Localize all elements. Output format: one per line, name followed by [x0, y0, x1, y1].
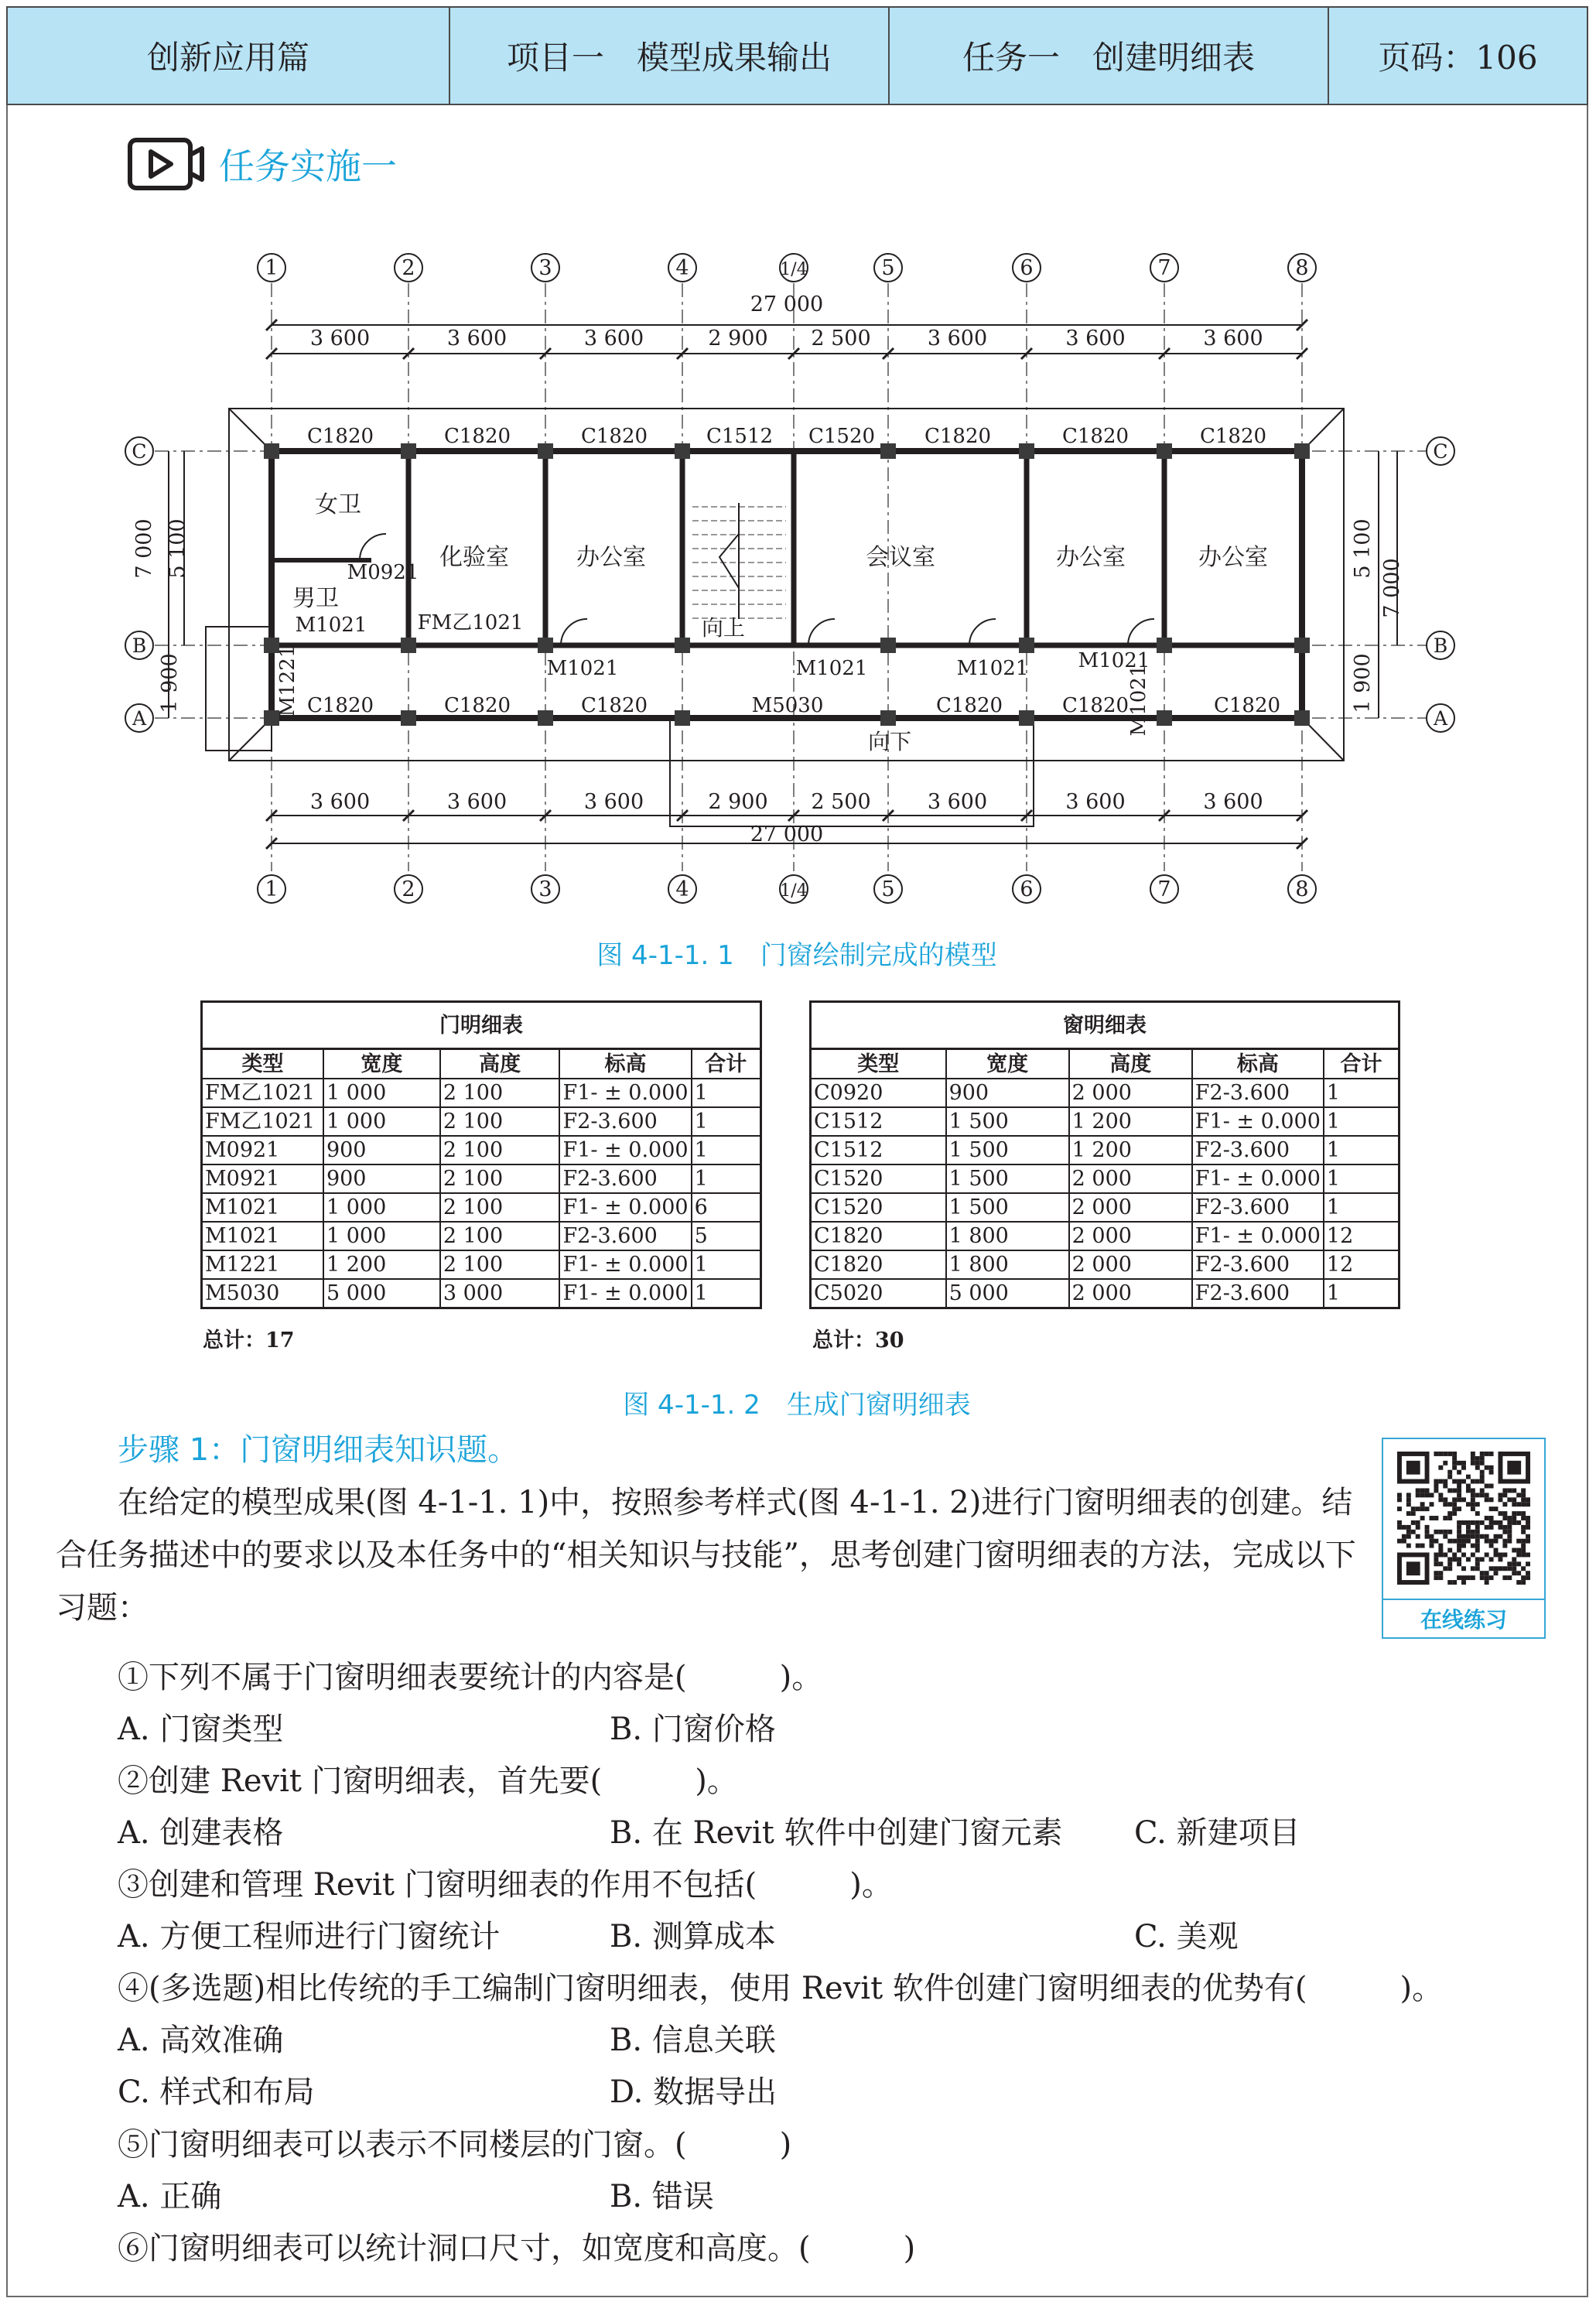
axis-label: 1	[265, 877, 279, 901]
axis-label: 7	[1157, 256, 1171, 280]
table-row	[811, 1250, 1399, 1279]
column	[1019, 710, 1034, 726]
table-cell: 2 000	[1069, 1193, 1192, 1222]
axis-label: 2	[402, 256, 415, 280]
column-header: 宽度	[946, 1049, 1069, 1079]
question-1: ①下列不属于门窗明细表要统计的内容是( )。	[118, 1660, 823, 1695]
axis-label: C	[1433, 440, 1448, 463]
table-cell: 1 200	[1069, 1136, 1192, 1164]
axis-label: 5	[881, 877, 895, 901]
axis-label: 3	[538, 877, 552, 901]
table-cell: 2 100	[440, 1079, 560, 1107]
column-header: 合计	[1324, 1049, 1399, 1079]
side-dimension: 1 900	[158, 653, 182, 713]
table-row	[202, 1279, 761, 1308]
window-label: C1820	[1061, 425, 1130, 448]
table-row	[811, 1193, 1399, 1222]
dimension-label: 3 600	[927, 790, 988, 814]
header-page-number: 页码：106	[1378, 39, 1538, 77]
column	[401, 443, 416, 459]
column	[1294, 443, 1310, 459]
table-cell: 1	[1324, 1136, 1399, 1164]
answer-option[interactable]: C. 美观	[1134, 1919, 1239, 1954]
dimension-label: 3 600	[1065, 790, 1126, 814]
table-cell: 1	[1324, 1164, 1399, 1193]
axis-label: C	[132, 440, 147, 463]
table-cell: F2-3.600	[1192, 1250, 1324, 1279]
figure-2-caption: 图 4-1-1. 2 生成门窗明细表	[623, 1390, 971, 1421]
table-cell: 5 000	[323, 1279, 440, 1308]
table-cell: 1 500	[946, 1164, 1069, 1193]
dimension-label: 3 600	[309, 327, 371, 351]
column	[1157, 443, 1172, 459]
table-cell: C1520	[811, 1193, 946, 1222]
axis-label: 3	[538, 256, 552, 280]
table-cell: F2-3.600	[559, 1107, 691, 1136]
table-cell: M0921	[202, 1164, 323, 1193]
table-cell: F2-3.600	[1192, 1193, 1324, 1222]
table-cell: 2 000	[1069, 1079, 1192, 1107]
column	[1019, 443, 1034, 459]
side-dimension: 5 100	[1351, 518, 1375, 579]
table-cell: 12	[1324, 1222, 1399, 1250]
room-label: 办公室	[1056, 544, 1126, 571]
table-cell: 1 500	[946, 1107, 1069, 1136]
table-cell: 1	[692, 1136, 761, 1164]
axis-label: 2	[402, 877, 415, 901]
table-cell: 2 000	[1069, 1164, 1192, 1193]
table-cell: 2 100	[440, 1250, 560, 1279]
table-row	[811, 1136, 1399, 1164]
table-cell: 1 000	[323, 1222, 440, 1250]
table-cell: F2-3.600	[1192, 1079, 1324, 1107]
table-cell: 1	[1324, 1079, 1399, 1107]
column	[1157, 638, 1172, 653]
column	[880, 638, 896, 653]
figure-1-caption: 图 4-1-1. 1 门窗绘制完成的模型	[596, 940, 997, 971]
axis-label: 1/4	[780, 260, 808, 279]
axis-label: 4	[675, 256, 689, 280]
table-row	[811, 1222, 1399, 1250]
answer-option[interactable]: A. 高效准确	[118, 2023, 284, 2058]
stairs-up-label: 向上	[701, 615, 746, 641]
table-cell: F1- ± 0.000	[1192, 1164, 1324, 1193]
column	[675, 710, 690, 726]
column	[675, 443, 690, 459]
table-cell: 2 100	[440, 1136, 560, 1164]
table-row	[811, 1279, 1399, 1308]
table-row	[811, 1079, 1399, 1107]
table-cell: 2 100	[440, 1222, 560, 1250]
dimension-label: 2 900	[708, 327, 768, 351]
answer-option[interactable]: A. 门窗类型	[118, 1712, 284, 1747]
column-header: 合计	[692, 1049, 761, 1079]
answer-option[interactable]: C. 样式和布局	[118, 2074, 315, 2110]
answer-option[interactable]: B. 错误	[610, 2179, 714, 2214]
axis-label: B	[1433, 634, 1448, 657]
column-header: 类型	[202, 1049, 323, 1079]
column-header: 宽度	[323, 1049, 440, 1079]
table-cell: 5	[692, 1222, 761, 1250]
room-label: 男卫	[292, 585, 339, 612]
dimension-label: 3 600	[446, 327, 508, 351]
room-label: 办公室	[1198, 544, 1268, 571]
dimension-label: 2 500	[811, 327, 871, 351]
dimension-label: 3 600	[583, 327, 644, 351]
axis-label: 8	[1295, 256, 1309, 280]
door-schedule-table	[200, 1000, 762, 1309]
table-cell: F1- ± 0.000	[559, 1193, 691, 1222]
column	[538, 443, 553, 459]
dimension-label: 3 600	[1203, 327, 1263, 351]
overall-dimension: 27 000	[750, 292, 824, 316]
table-cell: 1 800	[946, 1250, 1069, 1279]
table-cell: M1021	[202, 1193, 323, 1222]
schedule-title: 门明细表	[202, 1002, 761, 1049]
table-cell: 2 100	[440, 1193, 560, 1222]
dimension-label: 3 600	[1203, 790, 1263, 814]
table-cell: F1- ± 0.000	[559, 1250, 691, 1279]
axis-label: 7	[1157, 877, 1171, 901]
door-label: M1021	[795, 657, 868, 680]
answer-option[interactable]: D. 数据导出	[610, 2074, 777, 2110]
table-cell: 1 000	[323, 1079, 440, 1107]
column-header: 高度	[440, 1049, 560, 1079]
column	[1294, 638, 1310, 653]
table-cell: 2 000	[1069, 1250, 1192, 1279]
table-row	[202, 1136, 761, 1164]
question-3: ③创建和管理 Revit 门窗明细表的作用不包括( )。	[118, 1867, 893, 1903]
axis-label: A	[1433, 707, 1448, 730]
dimension-label: 3 600	[309, 790, 371, 814]
table-cell: 1 000	[323, 1193, 440, 1222]
dimension-label: 3 600	[1065, 327, 1126, 351]
table-row	[811, 1164, 1399, 1193]
table-cell: 1	[692, 1079, 761, 1107]
window-label: C1820	[306, 425, 374, 448]
answer-option[interactable]: C. 新建项目	[1134, 1815, 1300, 1851]
table-cell: M1221	[202, 1250, 323, 1279]
table-cell: 2 000	[1069, 1279, 1192, 1308]
qr-code-panel[interactable]	[1382, 1438, 1546, 1639]
table-row	[202, 1193, 761, 1222]
header-project: 项目一 模型成果输出	[450, 8, 890, 104]
axis-label: 1	[265, 256, 279, 280]
room-label: 女卫	[315, 491, 361, 518]
step-1-heading: 步骤 1：门窗明细表知识题。	[118, 1432, 519, 1468]
table-cell: 1	[1324, 1107, 1399, 1136]
table-cell: C1820	[811, 1222, 946, 1250]
dimension-label: 3 600	[446, 790, 508, 814]
table-row	[202, 1250, 761, 1279]
window-label: C1820	[1061, 694, 1130, 717]
stairs-down-label: 向下	[867, 729, 912, 754]
floor-plan-drawing	[0, 0, 1596, 928]
table-row	[202, 1222, 761, 1250]
table-row	[202, 1164, 761, 1193]
window-label: M5030	[751, 694, 824, 717]
window-label: C1520	[808, 425, 876, 448]
side-dimension: 5 100	[166, 518, 190, 579]
axis-label: 1/4	[780, 881, 808, 901]
dimension-label: 2 900	[708, 790, 768, 814]
column	[401, 710, 416, 726]
column-header: 类型	[811, 1049, 946, 1079]
window-schedule-table	[809, 1000, 1400, 1309]
qr-code-icon[interactable]	[1397, 1452, 1530, 1585]
table-cell: 2 100	[440, 1164, 560, 1193]
side-dimension: 7 000	[1380, 558, 1404, 618]
table-cell: F1- ± 0.000	[1192, 1222, 1324, 1250]
door-label: M1221	[276, 645, 299, 717]
table-cell: 3 000	[440, 1279, 560, 1308]
table-cell: F1- ± 0.000	[559, 1079, 691, 1107]
door-label: M1021	[1078, 649, 1150, 672]
table-cell: 1 000	[323, 1107, 440, 1136]
table-cell: 1 200	[1069, 1107, 1192, 1136]
axis-label: 4	[675, 877, 689, 901]
question-2: ②创建 Revit 门窗明细表，首先要( )。	[118, 1763, 738, 1799]
room-label: 办公室	[576, 544, 646, 571]
question-5: ⑤门窗明细表可以表示不同楼层的门窗。( )	[118, 2127, 792, 2163]
window-schedule-total: 总计：30	[812, 1329, 904, 1353]
axis-label: 6	[1020, 877, 1034, 901]
table-cell: C1520	[811, 1164, 946, 1193]
header-section: 创新应用篇	[8, 8, 450, 104]
answer-option[interactable]: B. 门窗价格	[610, 1712, 776, 1747]
side-dimension: 1 900	[1351, 653, 1375, 713]
column-header: 高度	[1069, 1049, 1192, 1079]
window-label: C1820	[1199, 425, 1267, 448]
door-label: M1021	[1127, 664, 1150, 737]
table-cell: F1- ± 0.000	[559, 1279, 691, 1308]
table-cell: 1	[1324, 1279, 1399, 1308]
table-cell: 1 200	[323, 1250, 440, 1279]
answer-option[interactable]: A. 正确	[118, 2179, 222, 2214]
column	[1157, 710, 1172, 726]
table-cell: C1512	[811, 1136, 946, 1164]
door-label: M1021	[295, 614, 367, 637]
column-header: 标高	[1192, 1049, 1324, 1079]
table-cell: 1	[692, 1279, 761, 1308]
overall-dimension: 27 000	[750, 822, 824, 846]
table-cell: C1820	[811, 1250, 946, 1279]
table-cell: M1021	[202, 1222, 323, 1250]
door-label: M0921	[347, 561, 419, 584]
answer-option[interactable]: B. 信息关联	[610, 2023, 776, 2058]
question-4: ④(多选题)相比传统的手工编制门窗明细表，使用 Revit 软件创建门窗明细表的优势有( )。	[118, 1971, 1444, 2006]
header-task: 任务一 创建明细表	[890, 8, 1329, 104]
window-label: C1820	[443, 425, 511, 448]
table-cell: C1512	[811, 1107, 946, 1136]
table-cell: 900	[323, 1164, 440, 1193]
task-title-text: 任务实施一	[219, 145, 397, 187]
table-cell: 1	[692, 1250, 761, 1279]
column	[675, 638, 690, 653]
column-header: 标高	[559, 1049, 691, 1079]
table-cell: FM乙1021	[202, 1079, 323, 1107]
table-cell: F1- ± 0.000	[559, 1136, 691, 1164]
table-cell: M0921	[202, 1136, 323, 1164]
table-cell: C0920	[811, 1079, 946, 1107]
answer-option[interactable]: B. 在 Revit 软件中创建门窗元素	[610, 1815, 1063, 1851]
column	[1294, 710, 1310, 726]
table-row	[202, 1107, 761, 1136]
axis-label: A	[132, 707, 147, 730]
answer-option[interactable]: B. 测算成本	[610, 1919, 776, 1954]
side-dimension: 7 000	[132, 518, 156, 579]
table-cell: 1	[692, 1164, 761, 1193]
column	[538, 638, 553, 653]
dimension-label: 2 500	[811, 790, 871, 814]
room-label: 会议室	[866, 544, 935, 571]
window-label: C1820	[935, 694, 1003, 717]
axis-label: 5	[881, 256, 895, 280]
dimension-label: 3 600	[927, 327, 988, 351]
table-cell: F2-3.600	[559, 1222, 691, 1250]
table-cell: 1 500	[946, 1136, 1069, 1164]
window-label: C1820	[580, 425, 648, 448]
schedule-title: 窗明细表	[811, 1002, 1399, 1049]
dimension-label: 3 600	[583, 790, 644, 814]
door-label: M1021	[546, 657, 619, 680]
door-label: FM乙1021	[417, 611, 524, 634]
table-cell: C5020	[811, 1279, 946, 1308]
column	[401, 638, 416, 653]
table-cell: F1- ± 0.000	[1192, 1107, 1324, 1136]
room-label: 化验室	[439, 544, 509, 571]
question-6: ⑥门窗明细表可以统计洞口尺寸，如宽度和高度。( )	[118, 2231, 916, 2266]
window-label: C1820	[306, 694, 374, 717]
door-label: M1021	[956, 657, 1029, 680]
window-label: C1512	[706, 425, 774, 448]
window-label: C1820	[580, 694, 648, 717]
axis-label: 8	[1295, 877, 1309, 901]
table-cell: 900	[323, 1136, 440, 1164]
table-cell: FM乙1021	[202, 1107, 323, 1136]
table-cell: 6	[692, 1193, 761, 1222]
qr-code-label[interactable]: 在线练习	[1383, 1599, 1544, 1637]
window-label: C1820	[924, 425, 992, 448]
table-cell: 2 000	[1069, 1222, 1192, 1250]
axis-label: 6	[1020, 256, 1034, 280]
answer-option[interactable]: A. 创建表格	[118, 1815, 284, 1851]
axis-label: B	[132, 634, 147, 657]
table-cell: 1 500	[946, 1193, 1069, 1222]
column	[880, 443, 896, 459]
table-cell: F2-3.600	[1192, 1136, 1324, 1164]
column	[1019, 638, 1034, 653]
door-schedule-total: 总计：17	[203, 1329, 295, 1353]
table-cell: 1	[692, 1107, 761, 1136]
window-label: C1820	[1213, 694, 1281, 717]
table-cell: 2 100	[440, 1107, 560, 1136]
table-cell: M5030	[202, 1279, 323, 1308]
window-label: C1820	[443, 694, 511, 717]
table-cell: F2-3.600	[1192, 1279, 1324, 1308]
table-cell: 1 800	[946, 1222, 1069, 1250]
answer-option[interactable]: A. 方便工程师进行门窗统计	[118, 1919, 501, 1954]
instruction-paragraph: 在给定的模型成果(图 4-1-1. 1)中，按照参考样式(图 4-1-1. 2)进行门窗明细表的创建。结合任务描述中的要求以及本任务中的“相关知识与技能”，思考创建门窗明细表的方法，完成以下习题：	[56, 1485, 1356, 1626]
table-cell: F2-3.600	[559, 1164, 691, 1193]
table-cell: 1	[1324, 1193, 1399, 1222]
table-row	[811, 1107, 1399, 1136]
column	[538, 710, 553, 726]
table-cell: 5 000	[946, 1279, 1069, 1308]
column	[264, 443, 279, 459]
table-cell: 900	[946, 1079, 1069, 1107]
table-row	[202, 1079, 761, 1107]
table-cell: 12	[1324, 1250, 1399, 1279]
column	[880, 710, 896, 726]
